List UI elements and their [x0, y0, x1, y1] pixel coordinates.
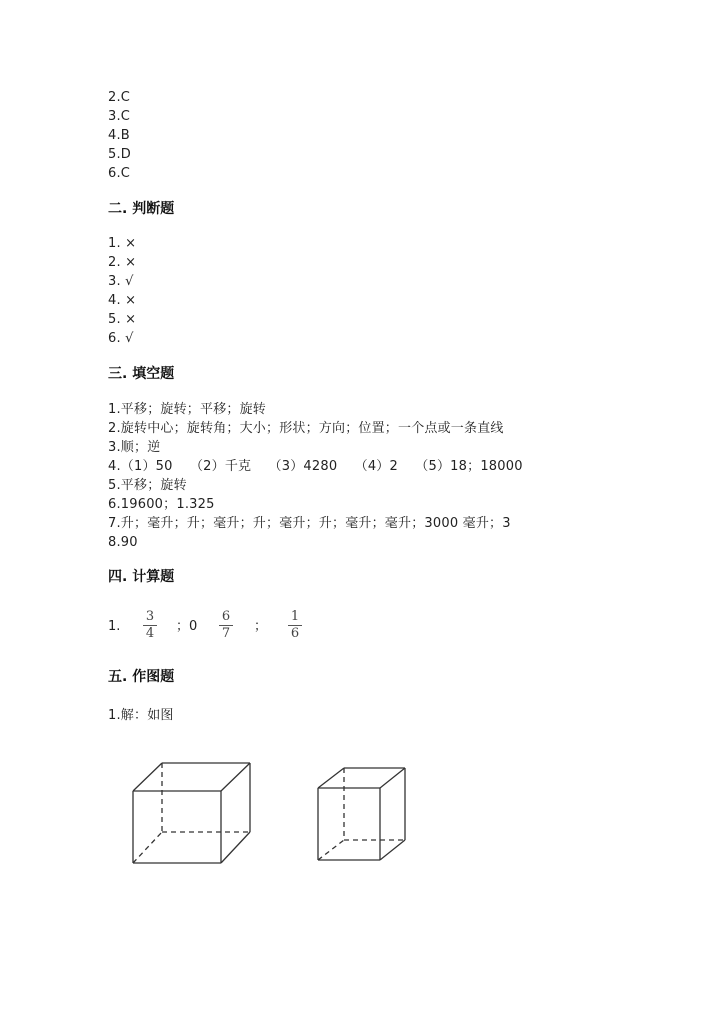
fraction-numerator: 3 [145, 609, 155, 624]
edge [380, 840, 405, 860]
judgement-answer-4: 4. × [108, 293, 137, 308]
hidden-edge [318, 840, 344, 860]
calc-separator-2: ； [254, 619, 268, 634]
choice-answer-6: 6.C [108, 166, 131, 181]
fill-answer-1: 1.平移；旋转；平移；旋转 [108, 402, 267, 417]
fill-answer-5: 5.平移；旋转 [108, 478, 187, 493]
judgement-answer-2: 2. × [108, 255, 137, 270]
fill-answer-2: 2.旋转中心；旋转角；大小；形状；方向；位置；一个点或一条直线 [108, 421, 504, 436]
edge [221, 763, 250, 791]
section-title-judgement: 二. 判断题 [108, 201, 175, 217]
edge [221, 832, 250, 863]
section-title-calculation: 四. 计算题 [108, 569, 175, 585]
judgement-answer-1: 1. × [108, 236, 137, 251]
judgement-answer-5: 5. × [108, 312, 137, 327]
choice-answer-3: 3.C [108, 109, 131, 124]
calc-separator-1: ；0 [176, 619, 198, 634]
fill-answer-8: 8.90 [108, 535, 138, 550]
section-title-fill-blank: 三. 填空题 [108, 366, 175, 382]
fraction-numerator: 6 [221, 609, 231, 624]
choice-answer-5: 5.D [108, 147, 132, 162]
hidden-edge [133, 832, 162, 863]
fill-answer-7: 7.升；毫升；升；毫升；升；毫升；升；毫升；毫升；3000 毫升；3 [108, 516, 511, 531]
fraction-numerator: 1 [290, 609, 300, 624]
judgement-answer-6: 6. √ [108, 331, 134, 346]
fraction-three-quarters [142, 610, 158, 641]
judgement-answer-3: 3. √ [108, 274, 134, 289]
fill-answer-3: 3.顺；逆 [108, 440, 161, 455]
choice-answer-2: 2.C [108, 90, 131, 105]
cuboid-figure [125, 755, 260, 870]
fill-answer-6: 6.19600；1.325 [108, 497, 215, 512]
fraction-denominator: 6 [290, 626, 300, 641]
fill-answer-4: 4.（1）50 （2）千克 （3）4280 （4）2 （5）18；18000 [108, 459, 523, 474]
edge [318, 768, 344, 788]
drawing-answer-1: 1.解：如图 [108, 708, 174, 723]
calc-answer-prefix: 1. [108, 619, 121, 634]
fraction-denominator: 7 [221, 626, 231, 641]
edge [380, 768, 405, 788]
cube-figure [312, 762, 412, 867]
section-title-drawing: 五. 作图题 [108, 669, 175, 685]
fraction-six-sevenths [218, 610, 234, 641]
fraction-denominator: 4 [145, 626, 155, 641]
edge [133, 763, 162, 791]
fraction-one-sixth [287, 610, 303, 641]
choice-answer-4: 4.B [108, 128, 130, 143]
